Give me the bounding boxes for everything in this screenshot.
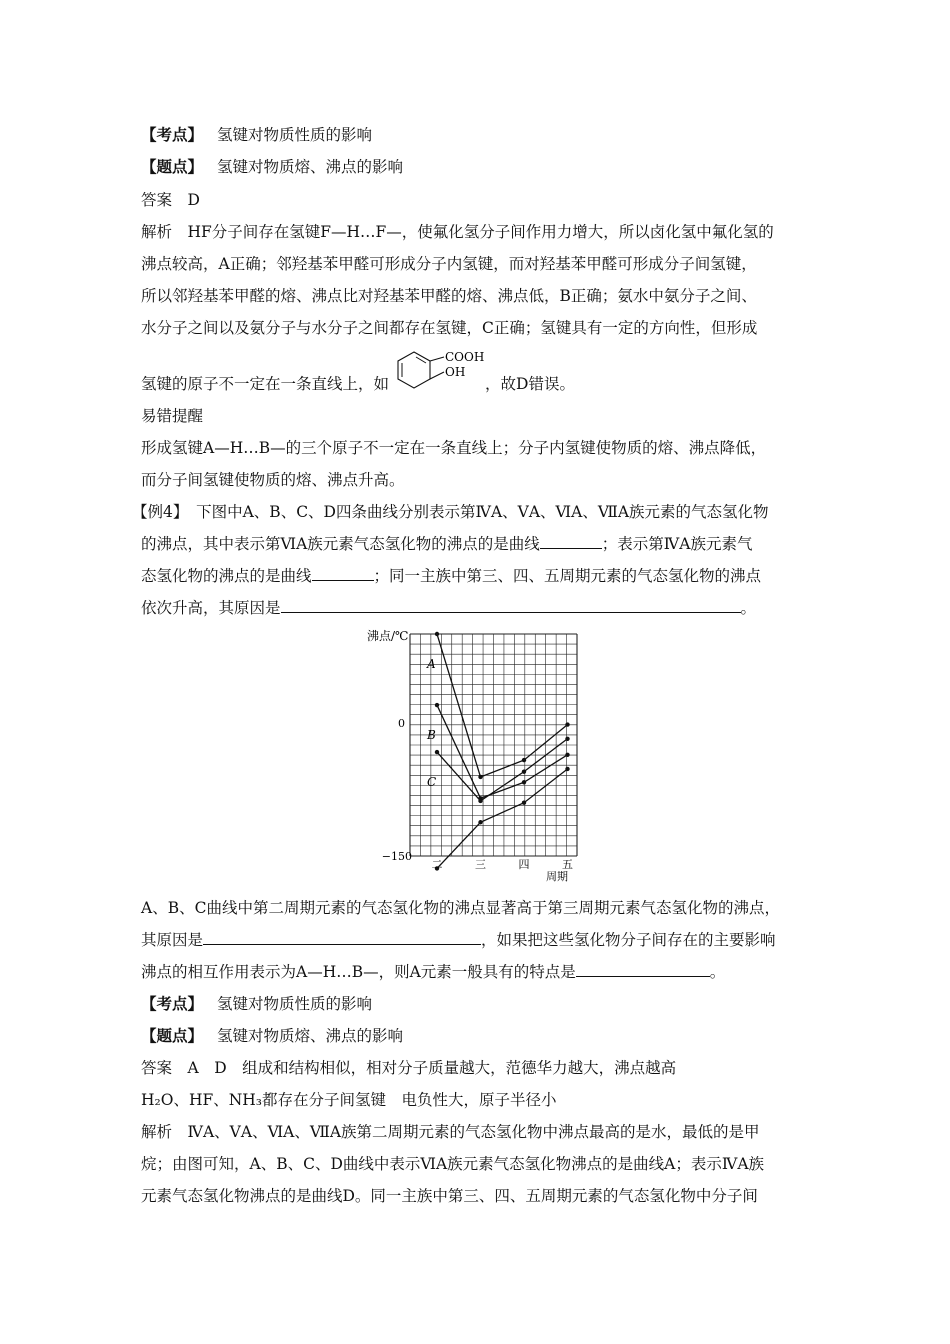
series-line-D	[437, 769, 568, 868]
kaodian-text: 氢键对物质性质的影响	[217, 995, 373, 1013]
data-point-A	[435, 632, 439, 636]
tidian-text: 氢键对物质熔、沸点的影响	[217, 1027, 404, 1045]
tip-title: 易错提醒	[141, 407, 204, 425]
data-point-D	[522, 801, 526, 805]
data-point-C	[522, 769, 526, 773]
analysis-line	[141, 374, 575, 394]
analysis-text: 氢键的原子不一定在一条直线上，如	[141, 375, 390, 393]
series-line-A	[437, 634, 568, 777]
x-tick-label: 三	[475, 858, 486, 871]
kaodian-tag: 【考点】	[141, 125, 204, 144]
kaodian-text: 氢键对物质性质的影响	[217, 126, 373, 144]
data-point-B	[522, 780, 526, 784]
analysis-line: 解析 HF分子间存在氢键F—H…F—，使氟化氢分子间作用力增大，所以卤化氢中氟化氢的	[141, 223, 774, 241]
after-text: 。	[709, 963, 726, 981]
salicylic-acid-structure	[392, 348, 492, 396]
analysis-text: ，故D错误。	[485, 375, 575, 393]
x-tick-label: 四	[518, 858, 530, 871]
example4-text: ；表示第ⅣA族元素气	[601, 535, 753, 553]
x-tick-label: 五	[562, 858, 573, 871]
tip-line: 而分子间氢键使物质的熔、沸点升高。	[141, 471, 405, 489]
data-point-D	[565, 767, 569, 771]
example4-line	[141, 534, 752, 554]
data-point-C	[565, 737, 569, 741]
chart-series	[426, 632, 570, 888]
example4-text: 的沸点，其中表示第ⅥA族元素气态氢化物的沸点的是曲线	[141, 535, 540, 553]
cooh-label: COOH	[445, 350, 485, 364]
analysis-line: 所以邻羟基苯甲醛的熔、沸点比对羟基苯甲醛的熔、沸点低，B正确；氨水中氨分子之间、	[141, 287, 757, 305]
data-point-D	[478, 820, 482, 824]
boiling-point-chart	[355, 618, 595, 888]
example4-line	[141, 566, 761, 586]
example4-text: 态氢化物的沸点的是曲线	[141, 567, 312, 585]
analysis-line: 烷；由图可知，A、B、C、D曲线中表示ⅥA族元素气态氢化物沸点的是曲线A；表示ⅣA族	[141, 1155, 765, 1173]
answer-blank[interactable]	[576, 962, 710, 977]
analysis-line: 水分子之间以及氨分子与水分子之间都存在氢键，C正确；氢键具有一定的方向性，但形成	[141, 319, 758, 337]
analysis-line: 沸点较高，A正确；邻羟基苯甲醛可形成分子内氢键，而对羟基苯甲醛可形成分子间氢键，	[141, 255, 757, 273]
example4-text: ；同一主族中第三、四、五周期元素的气态氢化物的沸点	[373, 567, 762, 585]
answer-line: H₂O、HF、NH₃都存在分子间氢键 电负性大，原子半径小	[141, 1091, 557, 1109]
tidian-line	[141, 157, 403, 177]
example4-line	[141, 598, 756, 618]
data-point-A	[478, 775, 482, 779]
answer-blank[interactable]	[540, 534, 602, 549]
example4-text: 依次升高，其原因是	[141, 599, 281, 617]
y-tick-label: −150	[381, 850, 412, 863]
data-point-C	[478, 799, 482, 803]
data-point-B	[435, 703, 439, 707]
x-tick-label: 二	[431, 858, 443, 871]
example4-text: 。	[740, 599, 757, 617]
x-axis-label: 周期	[546, 870, 568, 883]
tidian-tag: 【题点】	[141, 1026, 204, 1045]
tidian-tag: 【题点】	[141, 157, 204, 176]
after-line: A、B、C曲线中第二周期元素的气态氢化物的沸点显著高于第三周期元素气态氢化物的沸点，	[141, 899, 780, 917]
answer-line: 答案 A D 组成和结构相似，相对分子质量越大，范德华力越大，沸点越高	[141, 1059, 677, 1077]
kaodian-line	[141, 125, 372, 145]
after-text: 沸点的相互作用表示为A—H…B—，则A元素一般具有的特点是	[141, 963, 576, 981]
series-label: C	[427, 775, 437, 790]
analysis-line: 元素气态氢化物沸点的是曲线D。同一主族中第三、四、五周期元素的气态氢化物中分子间	[141, 1187, 758, 1205]
data-point-A	[522, 758, 526, 762]
answer-blank[interactable]	[312, 566, 374, 581]
after-text: ，如果把这些氢化物分子间存在的主要影响	[481, 931, 776, 949]
answer-line: 答案 D	[141, 191, 200, 209]
after-line	[141, 962, 725, 982]
after-text: 其原因是	[141, 931, 204, 949]
answer-blank[interactable]	[203, 930, 481, 945]
y-axis-label: 沸点/℃	[367, 629, 409, 643]
data-point-C	[435, 750, 439, 754]
tidian-text: 氢键对物质熔、沸点的影响	[217, 158, 404, 176]
oh-label: OH	[445, 365, 466, 379]
data-point-A	[565, 722, 569, 726]
tidian-line	[141, 1026, 403, 1046]
y-tick-label: 0	[398, 716, 405, 730]
analysis-line: 解析 ⅣA、ⅤA、ⅥA、ⅦA族第二周期元素的气态氢化物中沸点最高的是水，最低的是甲	[141, 1123, 760, 1141]
kaodian-line	[141, 994, 372, 1014]
series-label: A	[427, 657, 436, 671]
data-point-B	[565, 753, 569, 757]
series-label: B	[427, 728, 436, 743]
after-line	[141, 930, 776, 950]
example4-line: 【例4】 下图中A、B、C、D四条曲线分别表示第ⅣA、ⅤA、ⅥA、ⅦA族元素的气态氢化物	[132, 503, 769, 521]
tip-line: 形成氢键A—H…B—的三个原子不一定在一条直线上；分子内氢键使物质的熔、沸点降低，	[141, 439, 767, 457]
kaodian-tag: 【考点】	[141, 994, 204, 1013]
answer-blank[interactable]	[281, 598, 741, 613]
